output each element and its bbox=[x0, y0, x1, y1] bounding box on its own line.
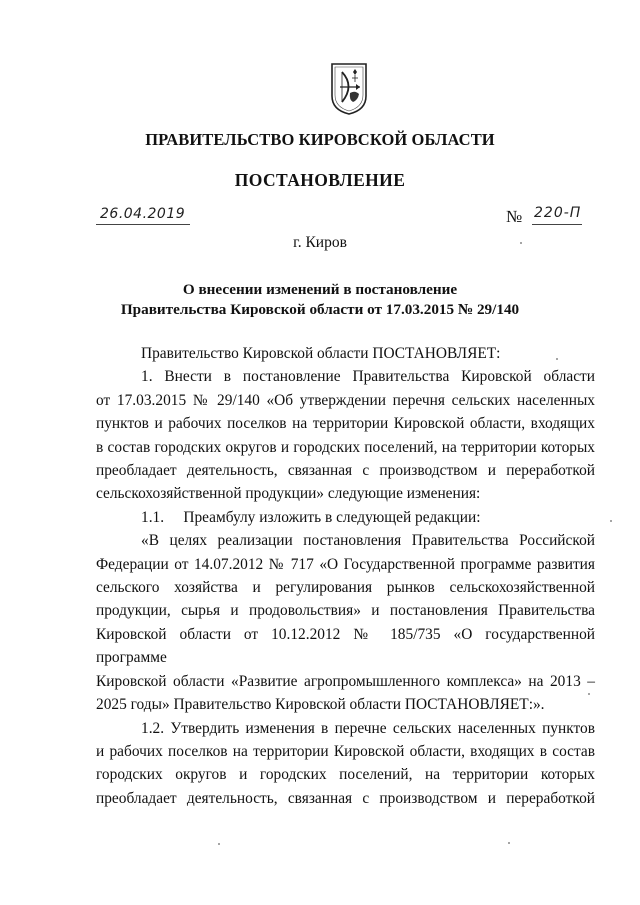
coat-of-arms-icon bbox=[329, 62, 369, 116]
body-line: Кировской области от 10.12.2012 № 185/735 «О государственной программе bbox=[96, 625, 595, 667]
scan-speck bbox=[588, 693, 590, 695]
body-line: пунктов и рабочих поселков на территории Кировской области, входящих bbox=[96, 415, 595, 433]
body-line: и рабочих поселков на территории Кировской области, входящих в состав bbox=[96, 742, 595, 760]
title-line: О внесении изменений в постановление bbox=[182, 281, 458, 298]
body-line: городских округов и городских поселений, на территории которых bbox=[96, 766, 595, 784]
body-line: Федерации от 14.07.2012 № 717 «О Государственной программе развития bbox=[96, 555, 595, 573]
body-line: от 17.03.2015 № 29/140 «Об утверждении перечня сельских населенных bbox=[96, 391, 595, 409]
number-underline bbox=[532, 224, 582, 225]
body-line: продукции, сырья и продовольствия» и постановления Правительства bbox=[96, 602, 595, 620]
scan-speck bbox=[520, 242, 522, 244]
body-line: сельского хозяйства и регулирования рынков сельскохозяйственной bbox=[96, 579, 595, 597]
body-line: преобладает деятельность, связанная с производством и переработкой bbox=[96, 789, 595, 807]
city-name: г. Киров bbox=[293, 234, 347, 251]
body-line: 1.2. Утвердить изменения в перечне сельских населенных пунктов bbox=[141, 719, 595, 737]
handwritten-date: 26.04.2019 bbox=[100, 206, 186, 222]
body-line: 1. Внести в постановление Правительства Кировской области bbox=[141, 368, 595, 386]
handwritten-number: 220-П bbox=[534, 205, 582, 221]
document-body bbox=[96, 342, 595, 810]
scan-speck bbox=[556, 358, 558, 360]
title-line: Правительства Кировской области от 17.03.2015 № 29/140 bbox=[120, 301, 520, 318]
body-line: Кировской области «Развитие агропромышленного комплекса» на 2013 – bbox=[96, 672, 595, 690]
date-underline bbox=[96, 224, 190, 225]
body-line: преобладает деятельность, связанная с производством и переработкой bbox=[96, 462, 595, 480]
body-line: сельскохозяйственной продукции» следующие изменения: bbox=[96, 485, 481, 503]
organization-name: ПРАВИТЕЛЬСТВО КИРОВСКОЙ ОБЛАСТИ bbox=[145, 130, 495, 149]
scan-speck bbox=[610, 520, 612, 522]
scan-speck bbox=[508, 842, 510, 844]
document-type: ПОСТАНОВЛЕНИЕ bbox=[234, 170, 406, 190]
scan-speck bbox=[218, 843, 220, 845]
body-line: в состав городских округов и городских поселений, на территории которых bbox=[96, 438, 595, 456]
body-line: Правительство Кировской области ПОСТАНОВЛЯЕТ: bbox=[141, 345, 501, 362]
body-line: 2025 годы» Правительство Кировской области ПОСТАНОВЛЯЕТ:». bbox=[96, 696, 545, 714]
document-title bbox=[0, 280, 640, 320]
number-sign: № bbox=[506, 207, 523, 226]
body-line: «В целях реализации постановления Правительства Российской bbox=[141, 532, 595, 550]
body-line: 1.1. Преамбулу изложить в следующей редакции: bbox=[141, 508, 481, 526]
